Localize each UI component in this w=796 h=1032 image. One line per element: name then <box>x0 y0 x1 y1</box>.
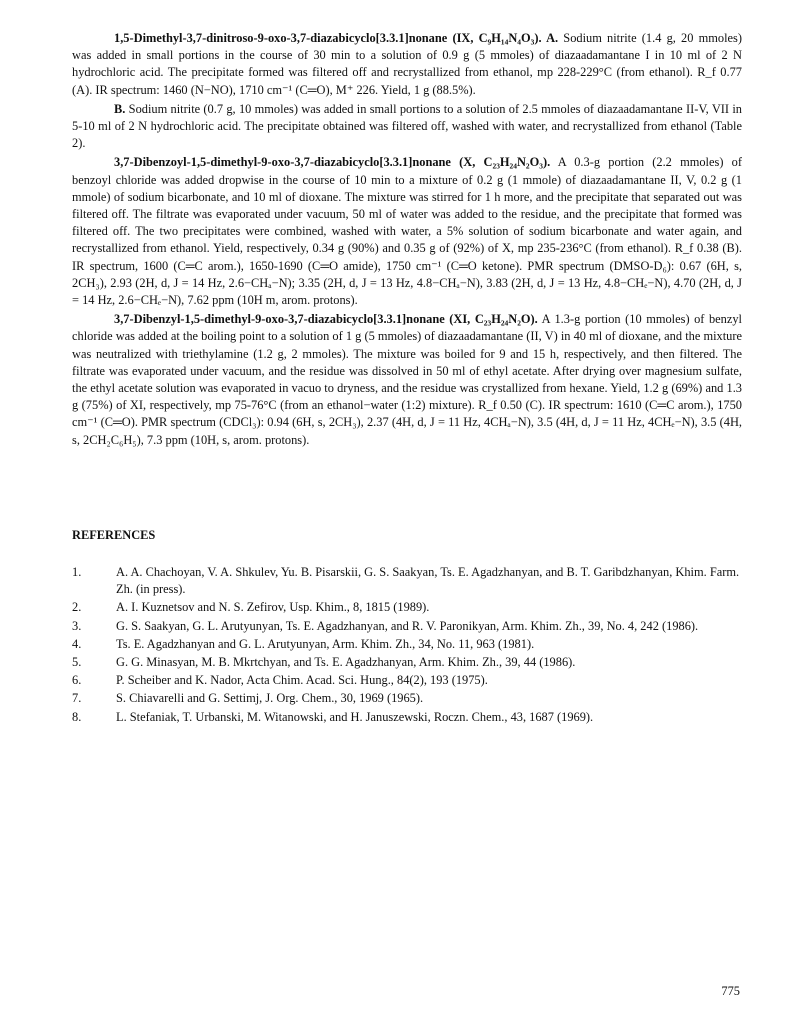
method-b-heading: B. <box>114 101 126 116</box>
reference-number: 3. <box>72 618 82 633</box>
paragraph-compound-ix-method-b <box>72 101 742 153</box>
reference-number: 2. <box>72 600 82 615</box>
reference-number: 6. <box>72 673 82 688</box>
reference-item <box>72 709 742 726</box>
reference-item <box>72 618 742 635</box>
reference-text: S. Chiavarelli and G. Settimj, J. Org. Chem., 30, 1969 (1965). <box>116 691 424 706</box>
reference-text: Ts. E. Agadzhanyan and G. L. Arutyunyan, Arm. Khim. Zh., 34, No. 11, 963 (1981). <box>116 636 535 651</box>
compound-xi-heading: 3,7-Dibenzyl-1,5-dimethyl-9-oxo-3,7-diazabicyclo[3.3.1]nonane (XI, C₂₃H₂₄N₂O). <box>114 312 538 327</box>
paragraph-compound-x <box>72 154 742 309</box>
compound-x-text: A 0.3-g portion (2.2 mmoles) of benzoyl chloride was added dropwise in the course of 10 min to a mixture of 0.2 g (1 mmole) of diazaadamantane II, V, 0.2 g (1 mmole) of sodium bicarbonate, and 10 ml of dioxane. The mixture was stirred for 1 h more, and the precipitate that separated out was filtered off. The filtrate was evaporated under vacuum, 50 ml of water was added to the residue, and the precipitate that formed was filtered off. The two precipitates were combined, washed with water, a 5% solution of sodium bicarbonate and water again, and recrystallized from ethanol. Yield, respectively, 0.34 g (90%) and 0.35 g of (92%) of X, mp 235-236°C (from ethanol). R_f 0.38 (B). IR spectrum, 1600 (C═C arom.), 1650-1690 (C═O amide), 1750 cm⁻¹ (C═O ketone). PMR spectrum (DMSO-D₆): 0.67 (6H, s, 2CH₃), 2.93 (2H, d, J = 14 Hz, 2.6−CHₐ−N); 3.35 (2H, d, J = 13 Hz, 4.8−CHₐ−N), 3.83 (2H, d, J = 13 Hz, 4.8−CHₑ−N), 4.70 (2H, d, J = 14 Hz, 2.6−CHₑ−N), 7.62 ppm (10H m, arom. protons). <box>72 155 742 308</box>
reference-item <box>72 636 742 653</box>
compound-ix-heading: 1,5-Dimethyl-3,7-dinitroso-9-oxo-3,7-diazabicyclo[3.3.1]nonane (IX, C₉H₁₄N₄O₃). A. <box>114 31 559 45</box>
method-b-text: Sodium nitrite (0.7 g, 10 mmoles) was added in small portions to a solution of 2.5 mmoles of diazaadamantane II-V, VII in 5-10 ml of 2 N hydrochloric acid. The precipitate obtained was filtered off, washed with water, and recrystallized from ethanol (Table 2). <box>72 101 742 151</box>
reference-item <box>72 654 742 671</box>
compound-xi-text: A 1.3-g portion (10 mmoles) of benzyl chloride was added at the boiling point to a solution of 1 g (5 mmoles) of diazaadamantane (II, V) in 40 ml of dioxane, and the mixture was neutralized with triethylamine (1.2 g, 2 mmoles). The mixture was boiled for 9 and 15 h, respectively, and then filtered. The filtrate was evaporated under vacuum, and the residue was dissolved in 50 ml of ethyl acetate. After drying over magnesium sulfate, the ethyl acetate solution was evaporated in vacuo to dryness, and the residue was crystallized from hexane. Yield, 1.2 g (69%) and 1.3 g (75%) of XI, respectively, mp 75-76°C (from an ethanol−water (1:2) mixture). R_f 0.50 (C). IR spectrum: 1610 (C═C arom.), 1750 cm⁻¹ (C═O). PMR spectrum (CDCl₃): 0.94 (6H, s, 2CH₃), 2.37 (4H, d, J = 11 Hz, 4CHₐ−N), 3.5 (4H, d, J = 11 Hz, 4CHₑ−N), 3.5 (4H, s, 2CH₂C₆H₅), 7.3 ppm (10H, s, arom. protons). <box>72 312 743 447</box>
page-number: 775 <box>721 984 740 998</box>
paragraph-compound-xi <box>72 311 742 449</box>
reference-number: 4. <box>72 636 82 651</box>
reference-text: A. I. Kuznetsov and N. S. Zefirov, Usp. Khim., 8, 1815 (1989). <box>116 600 430 615</box>
references-list <box>72 564 742 727</box>
compound-x-heading: 3,7-Dibenzoyl-1,5-dimethyl-9-oxo-3,7-diazabicyclo[3.3.1]nonane (X, C₂₃H₂₄N₂O₃). <box>114 155 551 170</box>
reference-number: 8. <box>72 709 82 724</box>
reference-number: 7. <box>72 691 82 706</box>
reference-item <box>72 690 742 707</box>
reference-text: A. A. Chachoyan, V. A. Shkulev, Yu. B. Pisarskii, G. S. Saakyan, Ts. E. Agadzhanyan, and B. T. Garibdzhanyan, Khim. Farm. Zh. (in press). <box>116 565 740 597</box>
reference-number: 1. <box>72 565 82 579</box>
reference-text: G. S. Saakyan, G. L. Arutyunyan, Ts. E. Agadzhanyan, and R. V. Paronikyan, Arm. Khim. Zh., 39, No. 4, 242 (1986). <box>116 618 699 633</box>
reference-item <box>72 672 742 689</box>
body-text <box>72 30 742 449</box>
reference-item <box>72 564 742 598</box>
paragraph-compound-ix-method-a <box>72 30 742 99</box>
references-heading: REFERENCES <box>72 528 156 542</box>
reference-text: L. Stefaniak, T. Urbanski, M. Witanowski, and H. Januszewski, Roczn. Chem., 43, 1687 (1969). <box>116 709 594 724</box>
reference-item <box>72 599 742 616</box>
reference-text: P. Scheiber and K. Nador, Acta Chim. Acad. Sci. Hung., 84(2), 193 (1975). <box>116 673 488 688</box>
reference-text: G. G. Minasyan, M. B. Mkrtchyan, and Ts. E. Agadzhanyan, Arm. Khim. Zh., 39, 44 (1986). <box>116 655 576 670</box>
compound-ix-method-a-text: Sodium nitrite (1.4 g, 20 mmoles) was added in small portions in the course of 30 min to a solution of 0.9 g (5 mmoles) of diazaadamantane I in 10 ml of 2 N hydrochloric acid. The precipitate formed was filtered off and recrystallized from ethanol, mp 228-229°C (from ethanol). R_f 0.77 (A). IR spectrum: 1460 (N−NO), 1710 cm⁻¹ (C═O), M⁺ 226. Yield, 1 g (88.5%). <box>72 31 742 97</box>
reference-number: 5. <box>72 655 82 670</box>
